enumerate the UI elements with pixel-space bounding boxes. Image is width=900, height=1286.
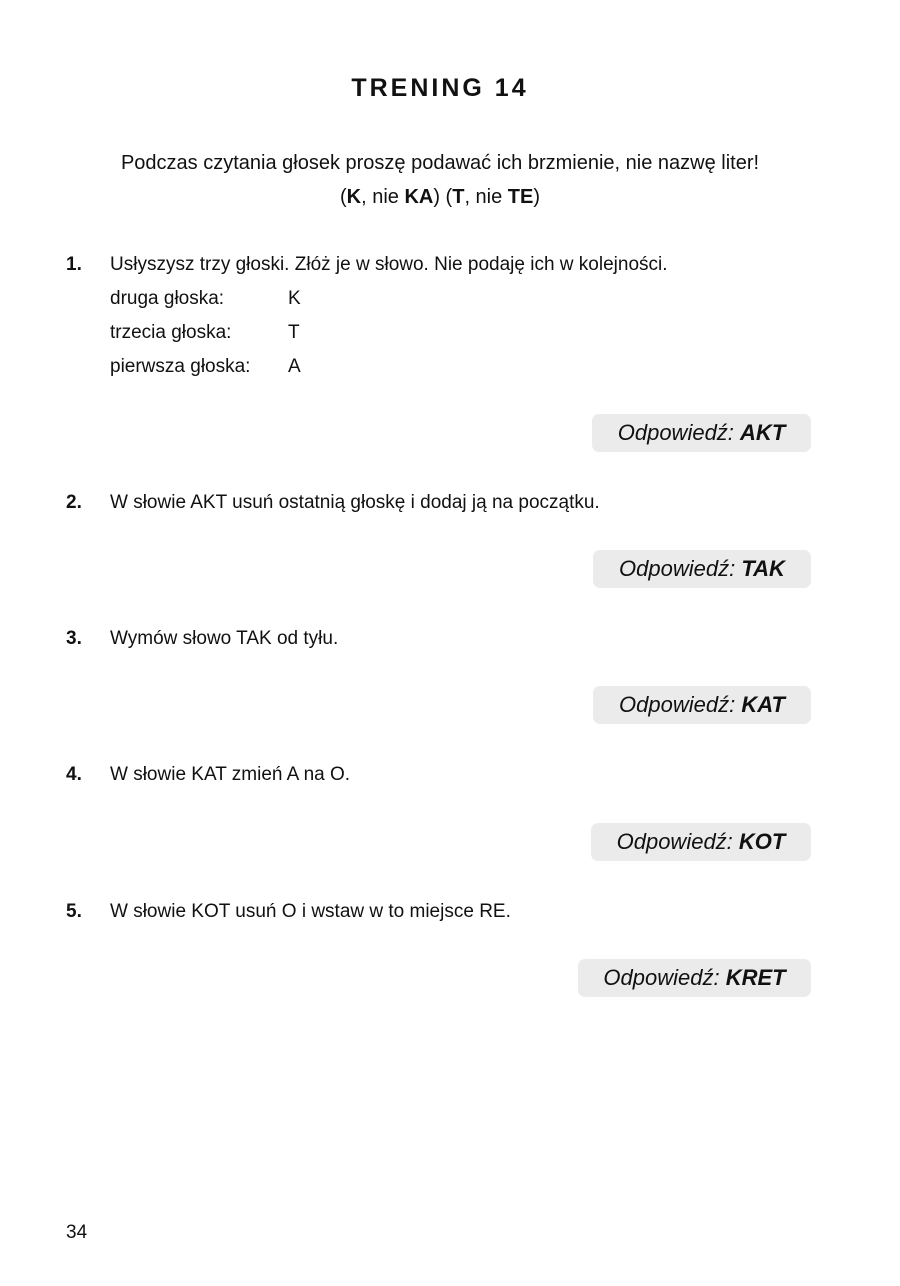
instruction-paren: ) ( <box>433 186 453 208</box>
instruction-paren: ) <box>533 186 541 208</box>
answer-box-4 <box>591 823 811 861</box>
task-text: W słowie KAT zmień A na O. <box>110 764 351 785</box>
answer-word: KOT <box>738 829 786 854</box>
task-number: 4. <box>66 764 82 785</box>
answer-label: Odpowiedź: <box>619 556 736 581</box>
answer-label: Odpowiedź: <box>616 829 733 854</box>
clue-label: druga głoska: <box>110 288 225 309</box>
answer-label: Odpowiedź: <box>617 420 734 445</box>
task-number: 1. <box>66 254 82 275</box>
task-text: Usłyszysz trzy głoski. Złóż je w słowo. Nie podaję ich w kolejności. <box>110 254 668 275</box>
clue-label: trzecia głoska: <box>110 322 232 343</box>
instruction-connector: , nie <box>361 186 405 208</box>
task-number: 5. <box>66 901 82 922</box>
answer-word: KAT <box>741 692 785 717</box>
answer-box-2 <box>593 550 811 588</box>
instruction-line-2 <box>0 180 880 214</box>
instruction-example: TE <box>507 186 534 208</box>
task-text: W słowie AKT usuń ostatnią głoskę i dodaj ją na początku. <box>110 492 600 513</box>
instruction-example: T <box>452 186 465 208</box>
clue-label: pierwsza głoska: <box>110 356 251 377</box>
instruction <box>0 146 880 214</box>
task-number: 2. <box>66 492 82 513</box>
page-title: TRENING 14 <box>351 74 529 102</box>
answer-label: Odpowiedź: <box>619 692 736 717</box>
instruction-connector: , nie <box>464 186 508 208</box>
answer-box-1 <box>592 414 811 452</box>
page-number: 34 <box>66 1222 88 1243</box>
instruction-line-1: Podczas czytania głosek proszę podawać ich brzmienie, nie nazwę liter! <box>120 152 760 174</box>
answer-word: KRET <box>725 965 786 990</box>
answer-label: Odpowiedź: <box>603 965 720 990</box>
clue-value: K <box>288 288 301 309</box>
answer-box-5 <box>578 959 811 997</box>
answer-word: AKT <box>740 420 786 445</box>
answer-word: TAK <box>741 556 785 581</box>
task-number: 3. <box>66 628 82 649</box>
instruction-example: K <box>346 186 362 208</box>
clue-value: T <box>288 322 300 343</box>
task-text: Wymów słowo TAK od tyłu. <box>110 628 339 649</box>
clue-value: A <box>288 356 301 377</box>
answer-box-3 <box>593 686 811 724</box>
instruction-paren: ( <box>339 186 347 208</box>
task-text: W słowie KOT usuń O i wstaw w to miejsce RE. <box>110 901 511 922</box>
instruction-example: KA <box>404 186 434 208</box>
